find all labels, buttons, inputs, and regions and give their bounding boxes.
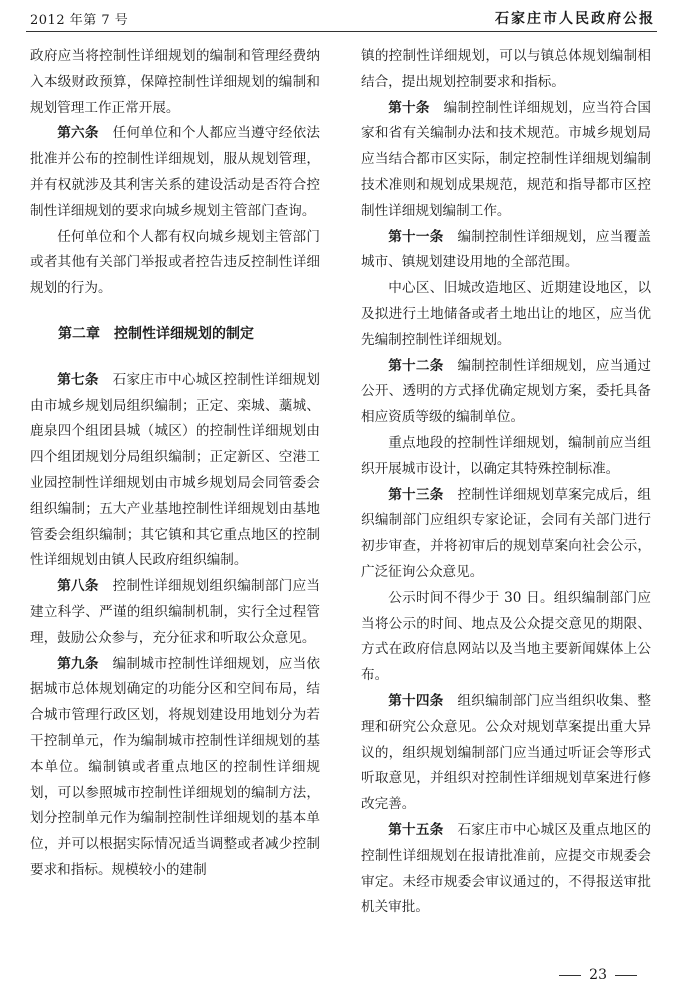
paragraph [361,44,651,96]
page-number: 23 [589,967,607,983]
paragraph [361,431,651,483]
paragraph-text: 政府应当将控制性详细规划的编制和管理经费纳入本级财政预算，保障控制性详细规划的编制和规划管理工作正常开展。 [30,48,320,116]
paragraph [30,368,320,574]
article-number: 第七条 [57,371,99,388]
article-number: 第十五条 [388,821,444,838]
paragraph [30,121,320,224]
article-number: 第十一条 [388,228,444,245]
paragraph-text: 镇的控制性详细规划，可以与镇总体规划编制相结合，提出规划控制要求和指标。 [361,48,651,90]
page-header [26,6,657,30]
article-number: 第六条 [57,125,99,142]
paragraph [30,574,320,651]
footer-dash-left [559,975,581,976]
article-number: 第十二条 [388,357,444,374]
page-footer [551,967,645,983]
paragraph-text: 石家庄市中心城区及重点地区的控制性详细规划在报请批准前，应提交市规委会审定。未经市规委会审议通过的，不得报送审批机关审批。 [361,821,652,916]
paragraph-text: 中心区、旧城改造地区、近期建设地区，以及拟进行土地储备或者土地出让的地区，应当优先编制控制性详细规划。 [361,280,651,348]
paragraph [361,354,651,431]
paragraph [30,652,320,884]
header-rule [26,31,657,32]
paragraph [361,483,651,586]
paragraph [361,586,651,689]
paragraph [361,689,651,818]
paragraph-text: 编制控制性详细规划，应当符合国家和省有关编制办法和技术规范。市城乡规划局应当结合都市区实际，制定控制性详细规划编制技术准则和规划成果规范，规范和指导都市区控制性详细规划编制工作。 [361,99,652,219]
paragraph-text: 重点地段的控制性详细规划，编制前应当组织开展城市设计，以确定其特殊控制标准。 [361,434,651,477]
article-number: 第八条 [57,578,99,595]
issue-label: 2012 年第 7 号 [30,13,129,28]
paragraph-text: 公示时间不得少于 30 日。组织编制部门应当将公示的时间、地点及公众提交意见的期限、方式在政府信息网站以及当地主要新闻媒体上公布。 [361,589,651,684]
article-number: 第十四条 [388,692,444,709]
article-number: 第十条 [388,99,430,116]
paragraph [30,44,320,121]
paragraph-text: 控制性详细规划组织编制部门应当建立科学、严谨的组织编制机制，实行全过程管理，鼓励公众参与，充分征求和听取公众意见。 [30,578,321,646]
left-column [30,44,320,884]
article-number: 第九条 [57,655,99,672]
paragraph-text: 编制城市控制性详细规划，应当依据城市总体规划确定的功能分区和空间布局，结合城市管理行政区划，将规划建设用地划分为若干控制单元，作为编制城市控制性详细规划的基本单位。编制镇或者重点地区的控制性详细规划，可以参照城市控制性详细规划的编制方法，划分控制单元作为编制控制性详细规划的基本单位，并可以根据实际情况适当调整或者减少控制要求和指标。规模较小的建制 [30,655,321,878]
paragraph-text: 控制性详细规划草案完成后，组织编制部门应组织专家论证，会同有关部门进行初步审查，并将初审后的规划草案向社会公示，广泛征询公众意见。 [361,486,652,580]
paragraph [361,225,651,277]
chapter-heading: 第二章 控制性详细规划的制定 [58,325,254,342]
paragraph-text: 编制控制性详细规划，应当通过公开、透明的方式择优确定规划方案，委托具备相应资质等级的编制单位。 [361,357,652,426]
footer-dash-right [615,975,637,976]
paragraph [361,818,651,921]
paragraph-text: 编制控制性详细规划，应当覆盖城市、镇规划建设用地的全部范围。 [361,228,652,271]
paragraph [361,276,651,353]
paragraph-text: 任何单位和个人都有权向城乡规划主管部门或者其他有关部门举报或者控告违反控制性详细规划的行为。 [30,228,320,297]
paragraph-text: 任何单位和个人都应当遵守经依法批准并公布的控制性详细规划，服从规划管理，并有权就涉及其利害关系的建设活动是否符合控制性详细规划的要求向城乡规划主管部门查询。 [30,125,321,219]
journal-title: 石家庄市人民政府公报 [495,11,655,27]
paragraph [361,96,651,225]
paragraph-text: 石家庄市中心城区控制性详细规划由市城乡规划局组织编制；正定、栾城、藁城、鹿泉四个组团县城（城区）的控制性详细规划由四个组团规划分局组织编制；正定新区、空港工业园控制性详细规划由市城乡规划局会同管委会组织编制；五大产业基地控制性详细规划由基地管委会组织编制；其它镇和其它重点地区的控制性详细规划由镇人民政府组织编制。 [30,371,321,569]
paragraph-text: 组织编制部门应当组织收集、整理和研究公众意见。公众对规划草案提出重大异议的，组织规划编制部门应当通过听证会等形式听取意见，并组织对控制性详细规划草案进行修改完善。 [361,692,652,813]
paragraph [30,225,320,302]
article-number: 第十三条 [388,486,444,503]
right-column [361,44,651,921]
